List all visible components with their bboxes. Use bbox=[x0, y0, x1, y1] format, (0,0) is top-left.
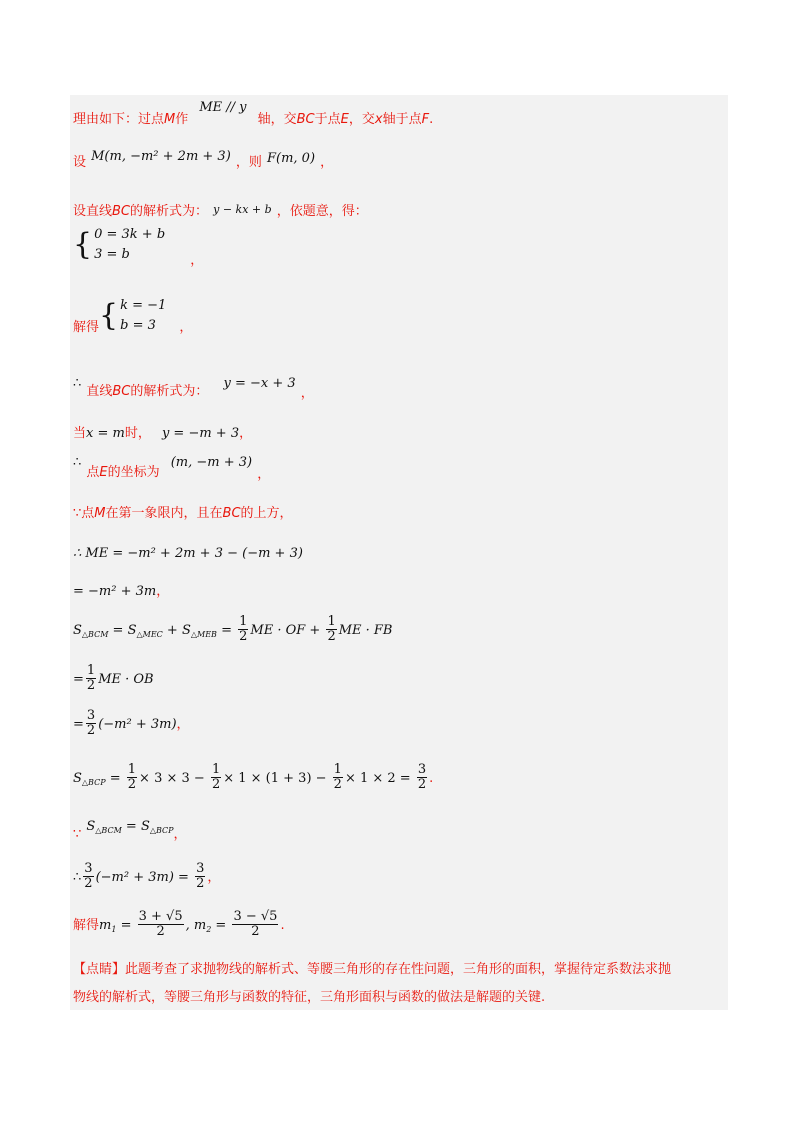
text: 当 bbox=[73, 426, 87, 441]
numerator: 3 + √5 bbox=[138, 909, 183, 924]
line-because-equal bbox=[73, 815, 187, 842]
because: ∵ bbox=[73, 827, 82, 842]
text: 于点 bbox=[314, 112, 341, 127]
subscript: 2 bbox=[206, 925, 212, 934]
system-lines bbox=[94, 225, 165, 265]
denominator: 2 bbox=[196, 876, 205, 891]
numerator: 1 bbox=[211, 762, 221, 777]
line-area-bcm bbox=[73, 615, 393, 644]
var-bc: BC bbox=[112, 384, 131, 399]
line-point-e bbox=[73, 451, 271, 482]
denominator: 2 bbox=[86, 723, 96, 738]
text: ， bbox=[239, 426, 253, 441]
term: (−m² + 3m) = bbox=[95, 870, 194, 885]
equation: 0 = 3k + b bbox=[94, 227, 166, 242]
text: . bbox=[280, 918, 285, 933]
text: ， bbox=[156, 584, 170, 599]
term: ME · OB bbox=[98, 672, 154, 687]
line-area-m bbox=[73, 709, 190, 738]
line-bc-form: y − kx + b bbox=[213, 203, 272, 216]
line-me bbox=[73, 542, 303, 561]
review-text: 物线的解析式，等腰三角形与函数的特征，三角形面积与函数的做法是解题的关键. bbox=[73, 990, 546, 1005]
equation-system-1 bbox=[73, 225, 204, 268]
var-m: M bbox=[94, 506, 106, 521]
therefore: ∴ bbox=[73, 870, 82, 885]
term: × 3 × 3 − bbox=[139, 771, 209, 786]
text: 解得 bbox=[73, 319, 100, 335]
s-symbol: + S bbox=[162, 623, 191, 638]
numerator: 1 bbox=[327, 614, 336, 629]
text: 理由如下：过点 bbox=[73, 112, 165, 127]
denominator: 2 bbox=[86, 678, 96, 693]
equation: 3 = b bbox=[94, 247, 130, 262]
equals: = bbox=[211, 918, 231, 933]
var-m: , m bbox=[185, 918, 207, 933]
s-symbol: S bbox=[86, 819, 96, 834]
text: 点 bbox=[81, 506, 95, 521]
numerator: 3 bbox=[84, 861, 93, 876]
term: ME · OF + bbox=[250, 623, 325, 638]
text: ， bbox=[207, 870, 221, 885]
s-symbol: = S bbox=[108, 623, 137, 638]
numerator: 3 bbox=[417, 762, 427, 777]
fraction-half bbox=[333, 763, 343, 792]
subscript: △BCP bbox=[81, 778, 106, 787]
text: ， bbox=[176, 717, 190, 732]
text: ，则 bbox=[235, 155, 262, 170]
subscript: 1 bbox=[111, 925, 117, 934]
numerator: 1 bbox=[333, 762, 342, 777]
numerator: 1 bbox=[86, 663, 96, 678]
point-m-expr: M(m, −m² + 2m + 3) bbox=[91, 149, 231, 164]
brace: { bbox=[73, 227, 93, 262]
text: 的解析式为： bbox=[130, 204, 209, 219]
equals: = bbox=[73, 672, 84, 687]
text: 在第一象限内，且在 bbox=[105, 506, 223, 521]
equals: = bbox=[216, 623, 237, 638]
me-simplified: = −m² + 3m bbox=[73, 584, 157, 599]
fraction bbox=[417, 763, 427, 792]
fraction-m2 bbox=[232, 910, 278, 939]
because: ∵ bbox=[73, 506, 82, 521]
var-x: x bbox=[374, 112, 383, 127]
var-bc: BC bbox=[296, 112, 315, 127]
line-because-m bbox=[73, 502, 293, 521]
subscript: △MEB bbox=[190, 630, 217, 639]
review-line-2 bbox=[73, 986, 545, 1005]
line-bc-eq: y = −x + 3 bbox=[223, 376, 296, 391]
numerator: 3 bbox=[86, 708, 96, 723]
fraction-m1 bbox=[138, 910, 184, 939]
subscript: △BCM bbox=[81, 630, 109, 639]
text: ， bbox=[320, 155, 334, 170]
equation: k = −1 bbox=[120, 298, 167, 313]
subscript: △BCP bbox=[149, 826, 174, 835]
var-e: E bbox=[340, 112, 349, 127]
line-reason bbox=[73, 100, 434, 127]
text: ， bbox=[257, 467, 271, 482]
s-symbol: S bbox=[73, 771, 82, 786]
line-set-m bbox=[73, 151, 333, 170]
var-f: F bbox=[421, 112, 430, 127]
me-expr: ∴ ME = −m² + 2m + 3 − (−m + 3) bbox=[73, 546, 303, 561]
text: 作 bbox=[175, 112, 189, 127]
denominator: 2 bbox=[239, 629, 248, 644]
line-area-me-ob bbox=[73, 664, 154, 693]
denominator: 2 bbox=[417, 777, 427, 792]
fraction bbox=[83, 862, 93, 891]
subscript: △BCM bbox=[95, 826, 122, 835]
review-text: 【点睛】此题考查了求抛物线的解析式、等腰三角形的存在性问题，三角形的面积，掌握待定系数法求抛 bbox=[73, 962, 672, 977]
point-e-expr: (m, −m + 3) bbox=[170, 455, 253, 470]
denominator: 2 bbox=[327, 629, 336, 644]
text: 解得 bbox=[73, 918, 100, 933]
line-when-x bbox=[73, 422, 252, 441]
fraction-half bbox=[326, 615, 336, 644]
line-bc-result bbox=[73, 372, 314, 401]
denominator: 2 bbox=[127, 777, 137, 792]
text: 的解析式为： bbox=[130, 384, 209, 399]
text: ，交 bbox=[348, 112, 375, 127]
parallel-expr: ME // y bbox=[199, 100, 247, 115]
text: . bbox=[429, 771, 434, 786]
text: ， bbox=[173, 827, 187, 842]
text: 点 bbox=[86, 465, 100, 480]
s-symbol: = S bbox=[121, 819, 150, 834]
review-line-1 bbox=[73, 958, 671, 977]
line-me-simplified bbox=[73, 580, 169, 599]
text: 的上方， bbox=[240, 506, 293, 521]
denominator: 2 bbox=[156, 924, 165, 939]
term: ME · FB bbox=[338, 623, 393, 638]
numerator: 1 bbox=[239, 614, 248, 629]
subscript: △MEC bbox=[136, 630, 163, 639]
therefore: ∴ bbox=[73, 376, 82, 391]
text: 设 bbox=[73, 155, 87, 170]
var-m: m bbox=[99, 918, 112, 933]
fraction-half bbox=[127, 763, 137, 792]
denominator: 2 bbox=[333, 777, 342, 792]
numerator: 1 bbox=[127, 762, 137, 777]
text: 的坐标为 bbox=[107, 465, 160, 480]
fraction-half bbox=[238, 615, 248, 644]
denominator: 2 bbox=[211, 777, 221, 792]
point-f-expr: F(m, 0) bbox=[266, 151, 316, 166]
text: ，依题意，得： bbox=[276, 204, 368, 219]
text: . bbox=[429, 112, 434, 127]
line-set-bc bbox=[73, 200, 368, 219]
y-value: y = −m + 3 bbox=[161, 426, 240, 441]
equals: = bbox=[105, 771, 125, 786]
var-e: E bbox=[99, 465, 108, 480]
fraction bbox=[86, 709, 96, 738]
system-lines bbox=[120, 296, 166, 336]
fraction-half bbox=[211, 763, 221, 792]
fraction bbox=[195, 862, 205, 891]
text: 轴于点 bbox=[382, 112, 422, 127]
text: ， bbox=[190, 252, 204, 268]
text: 设直线 bbox=[73, 204, 113, 219]
denominator: 2 bbox=[84, 876, 93, 891]
equals: = bbox=[73, 717, 84, 732]
therefore: ∴ bbox=[73, 455, 82, 470]
var-bc: BC bbox=[222, 506, 241, 521]
text: 时， bbox=[124, 426, 151, 441]
denominator: 2 bbox=[251, 924, 260, 939]
term: (−m² + 3m) bbox=[98, 717, 177, 732]
equation-system-2 bbox=[73, 296, 192, 336]
cond: x = m bbox=[86, 426, 125, 441]
brace: { bbox=[99, 298, 119, 333]
line-equation bbox=[73, 862, 220, 891]
var-m: M bbox=[164, 112, 176, 127]
numerator: 3 − √5 bbox=[233, 909, 278, 924]
text: 直线 bbox=[86, 384, 113, 399]
s-symbol: S bbox=[73, 623, 82, 638]
equation: b = 3 bbox=[120, 318, 156, 333]
text: ， bbox=[179, 319, 193, 335]
var-bc: BC bbox=[112, 204, 131, 219]
text: 轴，交 bbox=[257, 112, 297, 127]
line-area-bcp bbox=[73, 763, 433, 792]
line-solutions bbox=[73, 910, 285, 939]
fraction-half bbox=[86, 664, 96, 693]
term: × 1 × 2 = bbox=[344, 771, 415, 786]
text: ， bbox=[300, 386, 314, 401]
numerator: 3 bbox=[196, 861, 205, 876]
term: × 1 × (1 + 3) − bbox=[223, 771, 331, 786]
equals: = bbox=[116, 918, 136, 933]
